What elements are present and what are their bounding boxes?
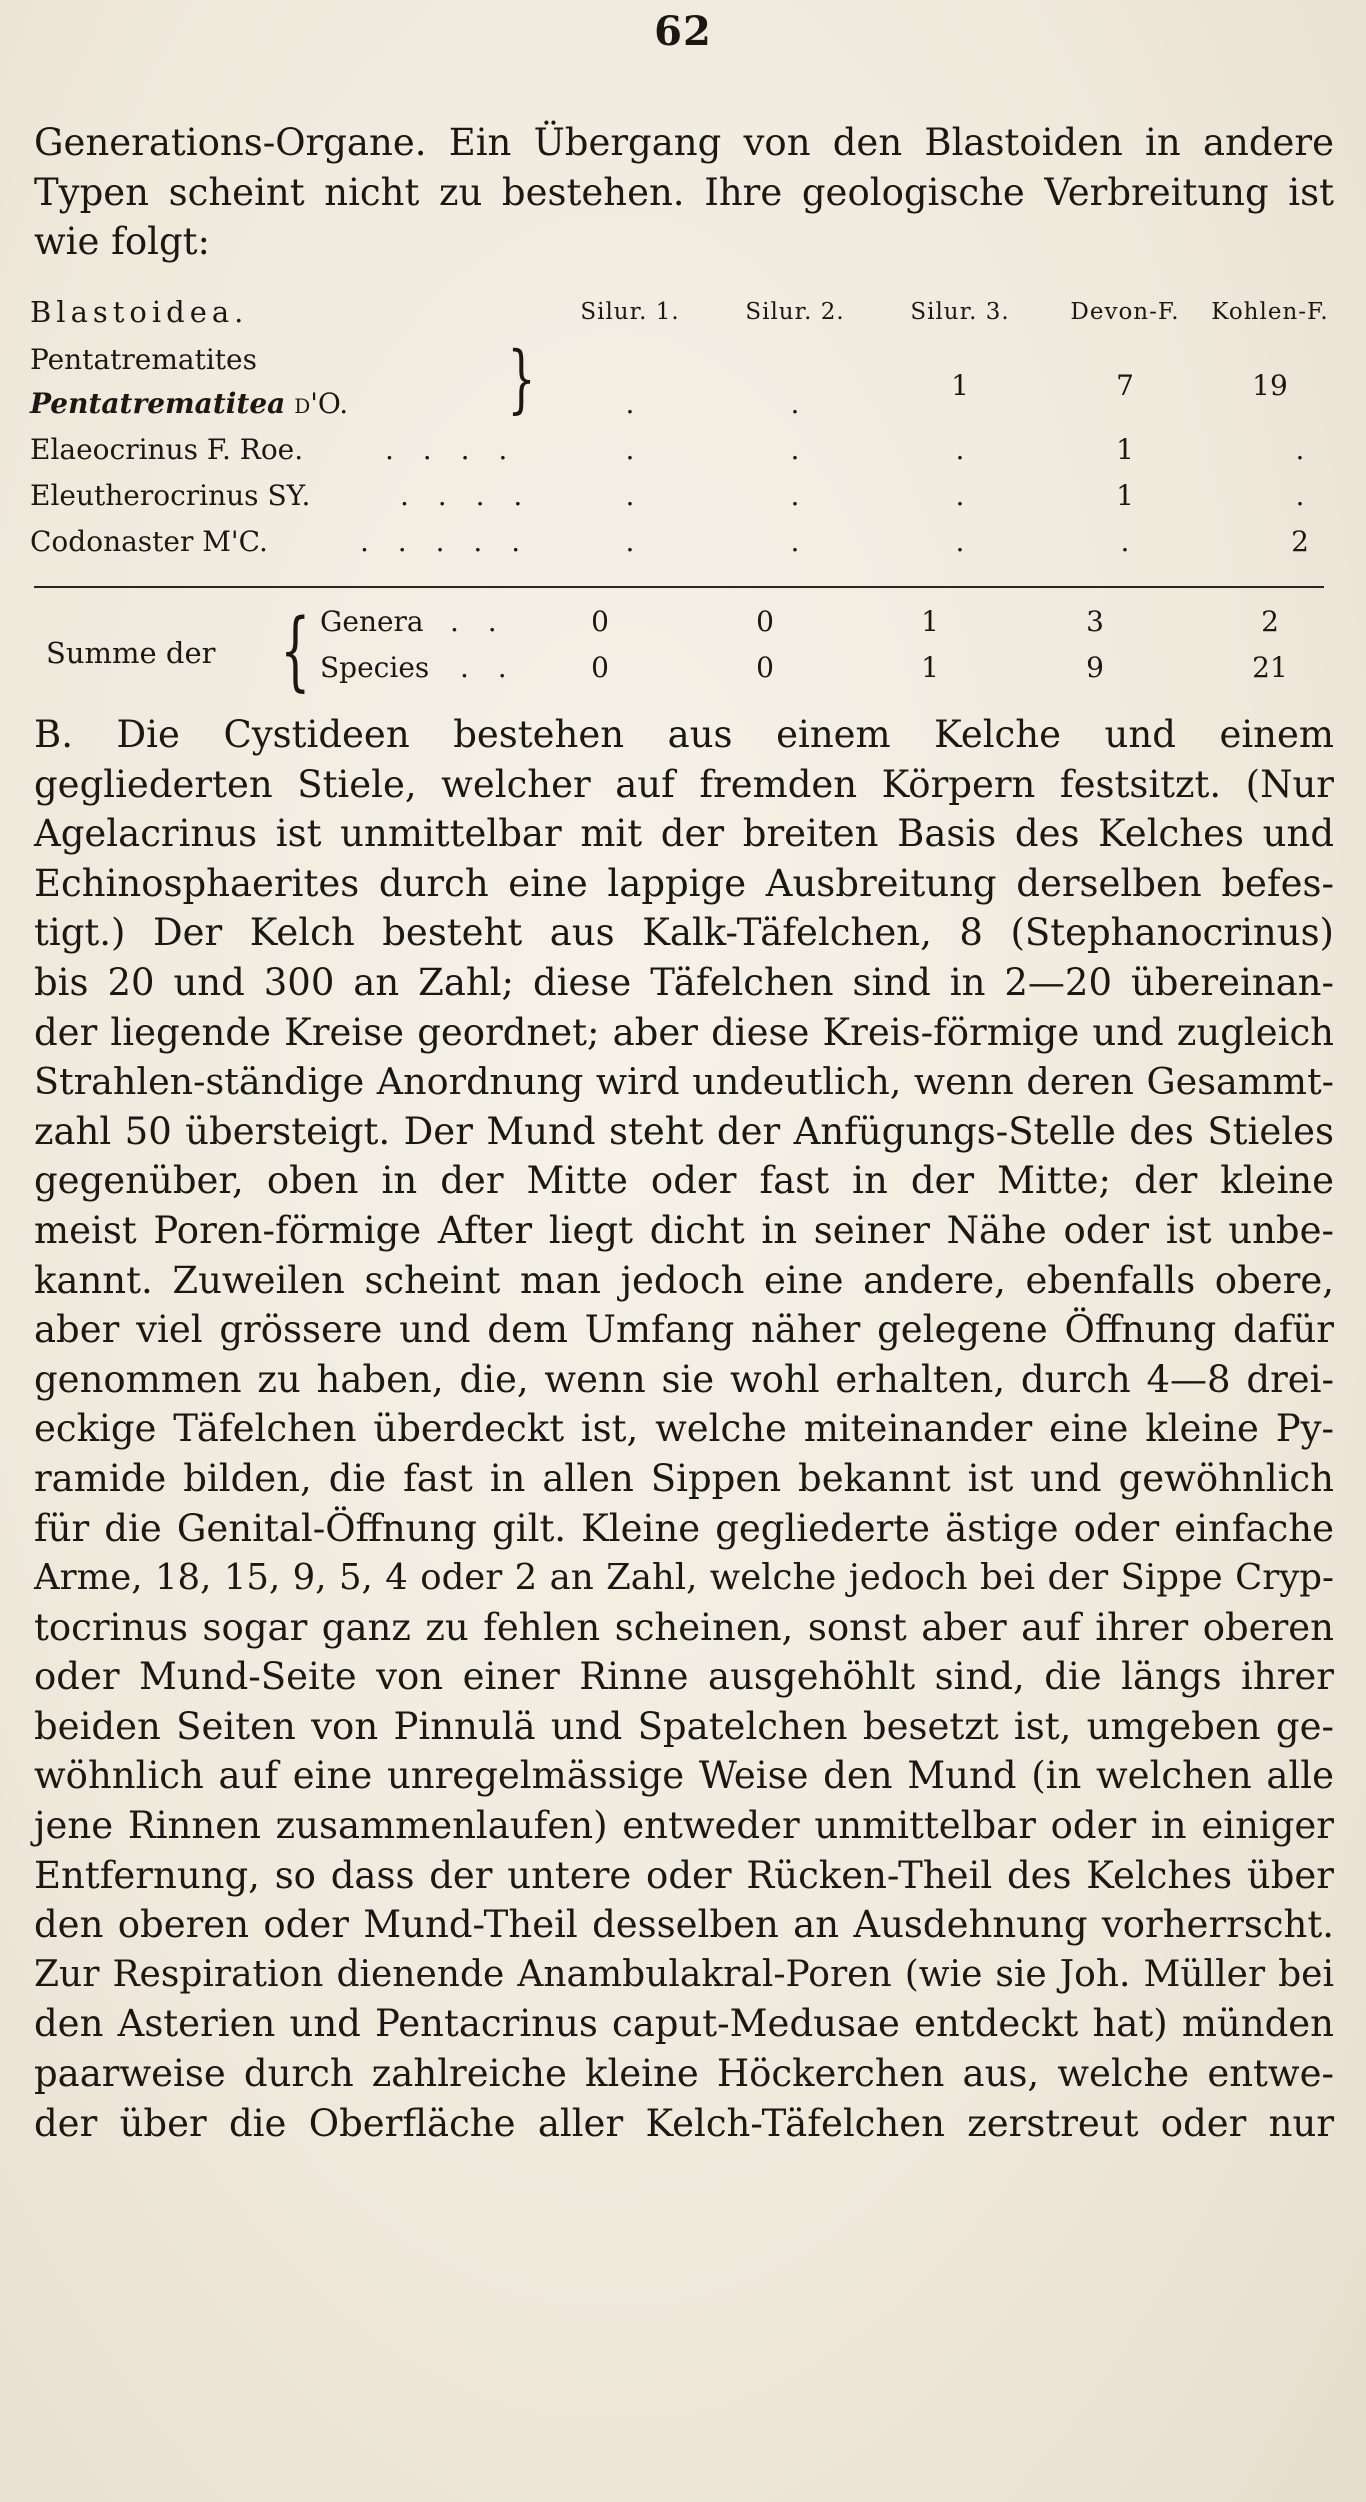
column-header: Devon-F. <box>1070 299 1180 325</box>
table-cell: . <box>790 433 800 466</box>
intro-line: Typen scheint nicht zu bestehen. Ihre geologische Verbreitung ist <box>34 170 1334 214</box>
summary-row-species: Species . . 0 0 1 9 21 <box>30 646 1330 690</box>
text-line: den oberen oder Mund-Theil desselben an Ausdehnung vorherrscht. <box>34 1903 1334 1947</box>
table-cell: 0 <box>756 605 774 638</box>
summary-row-genera: Genera . . 0 0 1 3 2 <box>30 600 1330 644</box>
genus-name-italic: Pentatrematitea <box>30 387 286 420</box>
text-line: beiden Seiten von Pinnulä und Spatelchen besetzt ist, umgeben ge- <box>34 1704 1334 1748</box>
intro-line: wie folgt: <box>34 220 210 264</box>
table-cell: . <box>955 525 965 558</box>
table-summary-divider <box>34 586 1324 588</box>
table-row: Eleutherocrinus SY. . . . . . . . 1 . <box>30 474 1330 518</box>
table-cell: 2 <box>1291 525 1309 558</box>
summary-row-label: Genera <box>320 605 424 638</box>
text-line: der über die Oberfläche aller Kelch-Täfelchen zerstreut oder nur <box>34 2101 1334 2145</box>
table-cell: 7 <box>1116 369 1134 402</box>
genus-name <box>30 382 348 426</box>
genus-name: Codonaster M'C. <box>30 525 268 558</box>
column-header: Silur. 2. <box>745 299 845 325</box>
table-cell: . <box>1295 433 1305 466</box>
table-row: Elaeocrinus F. Roe. . . . . . . . 1 . <box>30 428 1330 472</box>
text-line: ramide bilden, die fast in allen Sippen bekannt ist und gewöhnlich <box>34 1456 1334 1500</box>
table-cell: 3 <box>1086 605 1104 638</box>
text-line: oder Mund-Seite von einer Rinne ausgehöhlt sind, die längs ihrer <box>34 1655 1334 1699</box>
text-line: meist Poren-förmige After liegt dicht in seiner Nähe oder ist unbe- <box>34 1208 1334 1252</box>
table-cell: . <box>955 479 965 512</box>
table-cell: . <box>625 525 635 558</box>
table-cell: 21 <box>1252 651 1288 684</box>
text-line: jene Rinnen zusammenlaufen) entweder unmittelbar oder in einiger <box>34 1804 1334 1848</box>
text-line: kannt. Zuweilen scheint man jedoch eine andere, ebenfalls obere, <box>34 1258 1334 1302</box>
text-line: paarweise durch zahlreiche kleine Höckerchen aus, welche entwe- <box>34 2052 1334 2096</box>
summary-brace: { <box>280 601 311 701</box>
text-line: Entfernung, so dass der untere oder Rücken-Theil des Kelches über <box>34 1853 1334 1897</box>
table-cell: 1 <box>921 651 939 684</box>
text-line: den Asterien und Pentacrinus caput-Medusae entdeckt hat) münden <box>34 2002 1334 2046</box>
table-cell: 1 <box>951 369 969 402</box>
cystideen-paragraph <box>34 710 1334 2148</box>
summary-row-label: Species <box>320 651 430 684</box>
table-cell: . <box>790 387 800 420</box>
intro-paragraph <box>34 118 1334 267</box>
text-line: Arme, 18, 15, 9, 5, 4 oder 2 an Zahl, welche jedoch bei der Sippe Cryp- <box>34 1557 1334 1599</box>
table-cell: 0 <box>591 605 609 638</box>
text-line: der liegende Kreise geordnet; aber diese Kreis-förmige und zugleich <box>34 1010 1334 1054</box>
text-line: Strahlen-ständige Anordnung wird undeutlich, wenn deren Gesammt- <box>34 1060 1334 1104</box>
text-line: zahl 50 übersteigt. Der Mund steht der Anfügungs-Stelle des Stieles <box>34 1109 1334 1153</box>
table-cell: 19 <box>1252 369 1288 402</box>
text-line: für die Genital-Öffnung gilt. Kleine gegliederte ästige oder einfache <box>34 1506 1334 1550</box>
text-line: Agelacrinus ist unmittelbar mit der breiten Basis des Kelches und <box>34 812 1334 856</box>
genus-name: Eleutherocrinus SY. <box>30 479 311 512</box>
table-cell: 2 <box>1261 605 1279 638</box>
text-line: wöhnlich auf eine unregelmässige Weise den Mund (in welchen alle <box>34 1754 1334 1798</box>
column-header: Silur. 3. <box>910 299 1010 325</box>
genus-name: Elaeocrinus F. Roe. <box>30 433 304 466</box>
table-cell: . <box>1120 525 1130 558</box>
text-line: gegenüber, oben in der Mitte oder fast in der Mitte; der kleine <box>34 1159 1334 1203</box>
grouping-brace: } <box>507 336 536 422</box>
table-cell: 1 <box>921 605 939 638</box>
column-header: Silur. 1. <box>580 299 680 325</box>
summary-label: Summe der <box>46 636 216 670</box>
table-row: Codonaster M'C. . . . . . . . . . 2 <box>30 520 1330 564</box>
text-line: genommen zu haben, die, wenn sie wohl erhalten, durch 4—8 drei- <box>34 1357 1334 1401</box>
table-cell: . <box>955 433 965 466</box>
text-line: gegliederten Stiele, welcher auf fremden Körpern festsitzt. (Nur <box>34 762 1334 806</box>
genus-name: Pentatrematites <box>30 343 257 376</box>
genus-author: d'O. <box>294 387 349 420</box>
table-cell: . <box>790 479 800 512</box>
column-header: Kohlen-F. <box>1211 299 1329 325</box>
table-cell: . <box>790 525 800 558</box>
text-line: Echinosphaerites durch eine lappige Ausbreitung derselben befes- <box>34 861 1334 905</box>
table-cell: . <box>625 433 635 466</box>
intro-line: Generations-Organe. Ein Übergang von den Blastoiden in andere <box>34 121 1334 164</box>
table-cell: 0 <box>756 651 774 684</box>
table-cell: . <box>625 479 635 512</box>
text-line: Zur Respiration dienende Anambulakral-Poren (wie sie Joh. Müller bei <box>34 1953 1334 1995</box>
table-row <box>30 369 1330 426</box>
table-cell: 0 <box>591 651 609 684</box>
table-title: Blastoidea. <box>30 295 249 329</box>
page-number: 62 <box>654 8 712 55</box>
table-cell: 1 <box>1116 433 1134 466</box>
text-line: tigt.) Der Kelch besteht aus Kalk-Täfelchen, 8 (Stephanocrinus) <box>34 911 1334 955</box>
text-line: tocrinus sogar ganz zu fehlen scheinen, sonst aber auf ihrer oberen <box>34 1605 1334 1649</box>
table-cell: . <box>1295 479 1305 512</box>
table-header-row <box>30 290 1330 334</box>
text-line: eckige Täfelchen überdeckt ist, welche miteinander eine kleine Py- <box>34 1407 1334 1451</box>
text-line: B. Die Cystideen bestehen aus einem Kelche und einem <box>34 713 1334 756</box>
text-line: bis 20 und 300 an Zahl; diese Täfelchen sind in 2—20 übereinan- <box>34 960 1334 1004</box>
text-line: aber viel grössere und dem Umfang näher gelegene Öffnung dafür <box>34 1308 1334 1352</box>
table-cell: 1 <box>1116 479 1134 512</box>
table-cell: 9 <box>1086 651 1104 684</box>
table-cell: . <box>625 387 635 420</box>
